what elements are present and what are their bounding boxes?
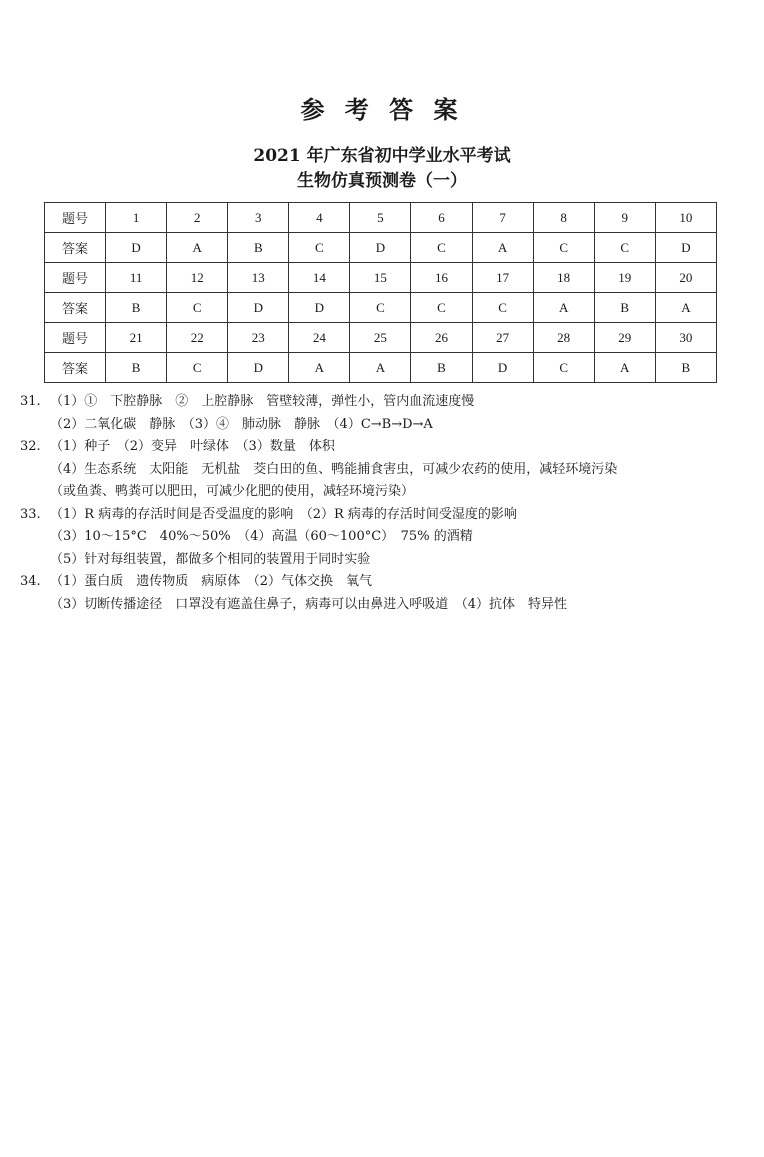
q33-line2: （3）10～15°C 40%～50% （4）高温（60～100°C） 75% 的酒精	[50, 529, 473, 544]
question-number-cell: 23	[228, 323, 289, 353]
question-number-cell: 15	[350, 263, 411, 293]
answer-cell: C	[533, 233, 594, 263]
answer-cell: C	[167, 293, 228, 323]
answer-cell: B	[106, 353, 167, 383]
table-row	[45, 353, 717, 383]
answer-cell: D	[472, 353, 533, 383]
answer-cell: D	[655, 233, 716, 263]
answer-cell: C	[350, 293, 411, 323]
question-number-cell: 4	[289, 203, 350, 233]
answer-cell: D	[228, 353, 289, 383]
question-number-cell: 19	[594, 263, 655, 293]
exam-subtitle: 生物仿真预测卷（一）	[297, 171, 467, 191]
answer-cell: A	[533, 293, 594, 323]
q33-line1	[20, 504, 750, 527]
q34-line1	[20, 571, 750, 594]
answer-cell: D	[350, 233, 411, 263]
question-number-cell: 16	[411, 263, 472, 293]
question-number-cell: 8	[533, 203, 594, 233]
subjective-answers	[20, 391, 750, 616]
question-number-cell: 21	[106, 323, 167, 353]
answer-cell: B	[594, 293, 655, 323]
question-label-cell: 题号	[45, 323, 106, 353]
question-number-cell: 5	[350, 203, 411, 233]
answer-label-cell: 答案	[45, 353, 106, 383]
page-title: 参 考 答 案	[300, 96, 464, 124]
q32-text-1: （1）种子 （2）变异 叶绿体 （3）数量 体积	[50, 439, 335, 454]
answer-cell: C	[289, 233, 350, 263]
answer-cell: B	[655, 353, 716, 383]
exam-title: 2021 年广东省初中学业水平考试	[253, 146, 511, 166]
answer-cell: A	[167, 233, 228, 263]
answer-cell: C	[411, 233, 472, 263]
question-number-cell: 11	[106, 263, 167, 293]
question-number-cell: 12	[167, 263, 228, 293]
table-row	[45, 233, 717, 263]
answer-cell: A	[289, 353, 350, 383]
q34-line2: （3）切断传播途径 口罩没有遮盖住鼻子，病毒可以由鼻进入呼吸道 （4）抗体 特异性	[50, 596, 568, 612]
table-row	[45, 263, 717, 293]
table-row	[45, 293, 717, 323]
question-number-cell: 10	[655, 203, 716, 233]
q33-line3: （5）针对每组装置，都做多个相同的装置用于同时实验	[50, 551, 371, 567]
answer-label-cell: 答案	[45, 233, 106, 263]
answer-cell: C	[411, 293, 472, 323]
answer-label-cell: 答案	[45, 293, 106, 323]
table-row	[45, 323, 717, 353]
question-number-cell: 24	[289, 323, 350, 353]
question-number-cell: 18	[533, 263, 594, 293]
answer-cell: D	[228, 293, 289, 323]
q31-line2: （2）二氧化碳 静脉 （3）④ 肺动脉 静脉 （4）C→B→D→A	[50, 416, 433, 432]
question-number-cell: 2	[167, 203, 228, 233]
question-number-cell: 26	[411, 323, 472, 353]
answer-cell: C	[472, 293, 533, 323]
answer-cell: D	[106, 233, 167, 263]
q33-number: 33.	[20, 506, 41, 522]
question-label-cell: 题号	[45, 203, 106, 233]
q34-number: 34.	[20, 574, 41, 589]
question-number-cell: 3	[228, 203, 289, 233]
answer-cell: B	[106, 293, 167, 323]
question-number-cell: 22	[167, 323, 228, 353]
q31-number: 31.	[20, 394, 41, 409]
answer-cell: A	[655, 293, 716, 323]
question-number-cell: 30	[655, 323, 716, 353]
question-label-cell: 题号	[45, 263, 106, 293]
q32-number: 32.	[20, 439, 41, 454]
question-number-cell: 7	[472, 203, 533, 233]
answer-cell: C	[533, 353, 594, 383]
q31-line1	[20, 391, 750, 414]
question-number-cell: 14	[289, 263, 350, 293]
answer-cell: A	[472, 233, 533, 263]
question-number-cell: 28	[533, 323, 594, 353]
answer-cell: B	[228, 233, 289, 263]
answer-cell: D	[289, 293, 350, 323]
question-number-cell: 6	[411, 203, 472, 233]
question-number-cell: 13	[228, 263, 289, 293]
q33-text-1: （1）R 病毒的存活时间是否受温度的影响 （2）R 病毒的存活时间受湿度的影响	[50, 506, 517, 522]
question-number-cell: 27	[472, 323, 533, 353]
question-number-cell: 17	[472, 263, 533, 293]
answer-cell: A	[350, 353, 411, 383]
answer-cell: C	[594, 233, 655, 263]
question-number-cell: 20	[655, 263, 716, 293]
q32-line1	[20, 436, 750, 459]
q34-text-1: （1）蛋白质 遗传物质 病原体 （2）气体交换 氧气	[50, 574, 373, 589]
question-number-cell: 9	[594, 203, 655, 233]
question-number-cell: 1	[106, 203, 167, 233]
question-number-cell: 29	[594, 323, 655, 353]
q32-line2: （4）生态系统 太阳能 无机盐 茭白田的鱼、鸭能捕食害虫，可减少农药的使用，减轻环境污染	[50, 461, 618, 477]
table-row	[45, 203, 717, 233]
answer-table	[44, 202, 717, 383]
answer-cell: B	[411, 353, 472, 383]
question-number-cell: 25	[350, 323, 411, 353]
q31-text-1: （1）① 下腔静脉 ② 上腔静脉 管壁较薄，弹性小，管内血流速度慢	[50, 394, 475, 409]
answer-cell: A	[594, 353, 655, 383]
q32-line3: （或鱼粪、鸭粪可以肥田，可减少化肥的使用，减轻环境污染）	[50, 484, 415, 499]
answer-cell: C	[167, 353, 228, 383]
